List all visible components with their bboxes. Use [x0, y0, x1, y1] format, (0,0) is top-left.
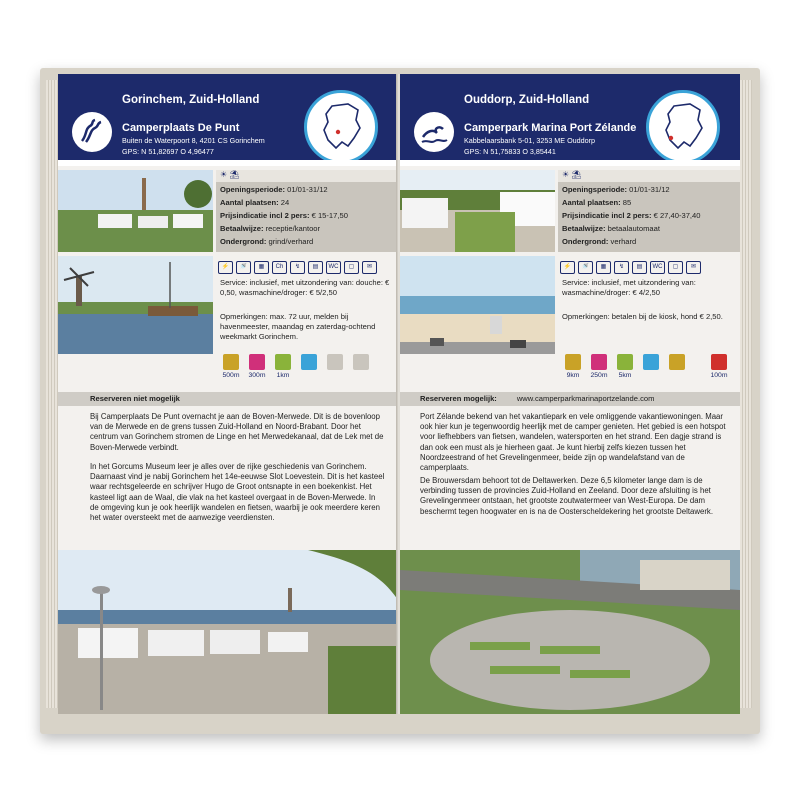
page-edges-left: [46, 80, 58, 708]
amenity-icons: ☀ ⛱: [558, 170, 740, 182]
sea-wave-icon: [414, 112, 454, 152]
site-gps: GPS: N 51,75833 O 3,85441: [464, 147, 556, 156]
remarks-text: Opmerkingen: betalen bij de kiosk, hond € 2,50.: [562, 312, 723, 321]
site-name: Camperpark Marina Port Zélande: [464, 122, 637, 134]
distance-icons: 500m 300m 1km: [216, 354, 398, 386]
campsite-photo: [58, 170, 213, 252]
distance-icons: 9km 250m 5km 100m: [558, 354, 740, 386]
detail-row: Prijsindicatie incl 2 pers: € 27,40-37,40: [562, 211, 701, 220]
body-paragraph: Bij Camperplaats De Punt overnacht je aan de Boven-Merwede. Dit is de bovenloop van de Merwede en de grens tussen Zuid-Holland en Noord-Brabant. Door het centrum van Gorinchem stromen de Linge en het Merwedekanaal, dat de Lek met de Boven-Merwede verbindt.: [90, 412, 384, 452]
region-title: Gorinchem, Zuid-Holland: [122, 94, 260, 106]
region-title: Ouddorp, Zuid-Holland: [464, 94, 590, 106]
detail-row: Ondergrond: verhard: [562, 237, 637, 246]
aerial-marina-photo: [400, 550, 740, 714]
site-address: Kabbelaarsbank 5-01, 3253 ME Ouddorp: [464, 136, 596, 145]
site-name: Camperplaats De Punt: [122, 122, 240, 134]
netherlands-map-icon: [304, 90, 378, 164]
harbour-photo: [58, 256, 213, 354]
left-page: [58, 74, 398, 714]
detail-row: Ondergrond: grind/verhard: [220, 237, 314, 246]
detail-row: Aantal plaatsen: 85: [562, 198, 632, 207]
netherlands-map-icon: [646, 90, 720, 164]
reservation-bar: Reserveren mogelijk: www.camperparkmarinaportzelande.com: [400, 392, 740, 406]
reservation-link[interactable]: www.camperparkmarinaportzelande.com: [516, 394, 655, 403]
site-gps: GPS: N 51,82697 O 4,96477: [122, 147, 214, 156]
reservation-bar: Reserveren niet mogelijk: [58, 392, 398, 406]
service-text: Service: inclusief, met uitzondering van: douche: € 0,50, wasmachine/droger: € 5/2,50: [220, 278, 390, 297]
detail-row: Openingsperiode: 01/01-31/12: [562, 185, 670, 194]
right-header: [400, 74, 740, 160]
service-text: Service: inclusief, met uitzondering van: wasmachine/droger: € 4/2,50: [562, 278, 696, 297]
campsite-photo: [400, 170, 555, 252]
body-paragraph: De Brouwersdam behoort tot de Deltawerken. Deze 6,5 kilometer lange dam is de verbinding tussen de provincies Zuid-Holland en Zeeland. Door deze afsluiting is het Grevelingenmeer ontstaan, het grootste zoutwatermeer van West-Europa. De dam beschermt tegen hoogwater en is na de Oosterscheldekering het grootste Deltawerk.: [420, 476, 713, 516]
river-icon: [72, 112, 112, 152]
detail-row: Betaalwijze: receptie/kantoor: [220, 224, 321, 233]
remarks-text: Opmerkingen: max. 72 uur, melden bij havenmeester, maandag en zaterdag-ochtend weekmarkt Gorinchem.: [220, 312, 376, 341]
detail-row: Aantal plaatsen: 24: [220, 198, 290, 207]
beach-photo: [400, 256, 555, 354]
service-icons: ⚡ 🚿 ▦ Ch ↯ ▤ WC ▢ ✉: [218, 260, 398, 274]
body-paragraph: In het Gorcums Museum leer je alles over de rijke geschiedenis van Gorinchem. Daarnaast vind je nabij Gorinchem het 14e-eeuwse Slot Loevestein. Dit is het kasteel waar rechtsgeleerde en schrijver Hugo de Groot ontsnapte in een boekenkist. Het kasteel ligt aan de Waal, die vlak na het kasteel overgaat in de Boven-Merwede. In de omgeving kun je ook heerlijk wandelen en fietsen, waarbij je ook meerdere keren het water oversteekt met de aanwezige veerdiensten.: [90, 462, 385, 523]
page-edges-right: [740, 80, 752, 708]
left-header: [58, 74, 398, 160]
site-address: Buiten de Waterpoort 8, 4201 CS Gorinchem: [122, 136, 265, 145]
right-page: [400, 74, 740, 714]
body-paragraph: Port Zélande bekend van het vakantiepark en vele omliggende vakantiewoningen. Maar ook hier kun je tegenwoordig heerlijk met de camper genieten. Het gebied is een hotspot voor liefhebbers van fietsen, wandelen, watersporten en het strand. Een dagje strand is dan ook een must als je hierheen gaat. Je kunt hierbij zelfs kiezen tussen het Noordzeestrand of het Grevelingenmeer, beide zijn op wandelafstand van de camperplaats.: [420, 412, 726, 473]
camperplaats-photo: [58, 550, 398, 714]
service-icons: ⚡ 🚿 ▦ ↯ ▤ WC ▢ ✉: [560, 260, 740, 274]
detail-row: Prijsindicatie incl 2 pers: € 15-17,50: [220, 211, 348, 220]
detail-row: Betaalwijze: betaalautomaat: [562, 224, 660, 233]
detail-row: Openingsperiode: 01/01-31/12: [220, 185, 328, 194]
amenity-icons: ☀ ⛱: [216, 170, 398, 182]
